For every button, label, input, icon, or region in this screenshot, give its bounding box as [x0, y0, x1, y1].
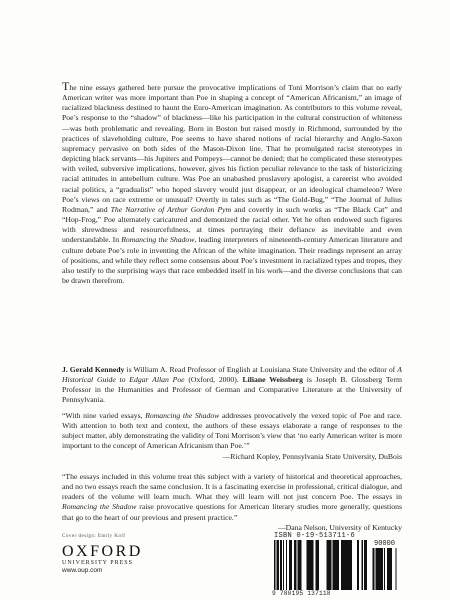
isbn-label: ISBN 0-19-513711-6 — [274, 532, 356, 540]
barcode-bar — [387, 548, 388, 590]
addon-barcode — [370, 548, 402, 590]
editor-name-1: J. Gerald Kennedy — [62, 365, 125, 374]
barcode-bar — [329, 540, 330, 590]
barcode-bar — [364, 540, 366, 590]
barcode-bar — [390, 548, 391, 590]
quote2-attribution: —Dana Nelson, University of Kentucky — [277, 522, 402, 532]
barcode-bar — [296, 540, 297, 590]
barcode-bar — [289, 540, 291, 590]
editor-name-2: Liliane Weissberg — [242, 375, 303, 385]
barcode-bar — [281, 540, 282, 590]
barcode-bar — [334, 540, 336, 590]
description-paragraph — [62, 79, 403, 286]
cover-design-credit: Cover design: Emily Kolf — [62, 533, 126, 539]
barcode-bar — [379, 548, 381, 590]
barcode-bar — [381, 548, 383, 590]
publisher-subtitle: UNIVERSITY PRESS — [62, 560, 133, 566]
barcode-bar — [343, 540, 344, 590]
barcode-bar — [318, 540, 320, 590]
barcode-area — [270, 532, 405, 598]
barcode-bar — [327, 540, 329, 590]
addon-number: 90000 — [374, 540, 396, 548]
barcode-bar — [299, 540, 300, 590]
barcode-bar — [309, 540, 311, 590]
ean-number: 9 780195 137118 — [272, 590, 331, 597]
review-quote-2 — [62, 472, 402, 533]
publisher-name: OXFORD — [62, 543, 143, 560]
barcode-bar — [384, 548, 385, 590]
barcode-bar — [307, 540, 308, 590]
barcode-bar — [294, 540, 296, 590]
barcode-bar — [298, 540, 299, 590]
barcode-bar — [274, 540, 276, 590]
quote2-book-title: Romancing the Shadow — [62, 502, 137, 512]
barcode-bar — [376, 548, 377, 590]
barcode-bar — [308, 540, 309, 590]
barcode-bar — [347, 540, 349, 590]
barcode-bar — [283, 540, 284, 590]
barcode-bar — [349, 540, 350, 590]
barcode-bar — [341, 540, 343, 590]
quote1-text-b: addresses provocatively the vexed topic of Poe and race. With attention to both text and context, the authors of these essays elaborate a range of responses to the subject matter, ably demonstrating the validity of Toni Morrison’s view that ‘no early American writer is more important to the concept of American Africanism than Poe.’” — [62, 411, 402, 451]
bio-text-2: (Oxford, 2000). — [184, 375, 243, 385]
barcode-bar — [346, 540, 347, 590]
bio-text-1: is William A. Read Professor of English at Louisiana State University and the editor of — [124, 365, 398, 374]
review-quote-1 — [62, 411, 402, 462]
bio-book-title: A Historical Guide to Edgar Allan Poe — [62, 365, 402, 385]
barcode-bar — [380, 548, 381, 590]
barcode-bar — [278, 540, 280, 590]
barcode-bar — [366, 540, 368, 590]
description-book-title: Romancing the Shadow — [121, 235, 195, 245]
publisher-logo — [62, 544, 143, 575]
barcode-bar — [336, 540, 337, 590]
barcode-bar — [333, 540, 334, 590]
description-text-1: he nine essays gathered here pursue the provocative implications of Toni Morrison’s claim that no early American writer was more important than Poe in shaping a concept of “American Africanism,” an image of racialized blackness destined to haunt the Euro-American imagination. As contributors to this volume reveal, Poe’s response to the “shadow” of blackness—like his participation in the cultural construction of whiteness—was both problematic and revealing. Born in Boston but raised mostly in Richmond, surrounded by the practices of slaveholding culture, Poe seems to have shared notions of racial hierarchy and Anglo-Saxon supremacy pervasive on both sides of the Mason-Dixon line. That he promulgated racist stereotypes in depicting black servants—his Jupiters and Pompeys—cannot be denied; that he complicated these stereotypes with veiled, subversive implications, however, gives his fiction peculiar relevance to the task of historicizing racial attitudes in antebellum culture. Was Poe an unabashed proslavery apologist, a careerist who avoided racial politics, a “gradualist” who hoped slavery would just disappear, or an ideological chameleon? Were Poe’s views on race extreme or unusual? Overtly in tales such as “The Gold-Bug,” “The Journal of Julius Rodman,” and — [62, 83, 402, 214]
description-text-3: , leading interpreters of nineteenth-century American literature and culture debate Poe’s role in inventing the African of the white imagination. Their readings represent an array of positions, and while they reflect some consensus about Poe’s investment in racialized types and tropes, they also testify to the surprising ways that race embedded itself in his work—and the diverse conclusions that can be drawn therefrom. — [62, 235, 402, 285]
barcode-bar — [344, 540, 346, 590]
quote1-text-a: “With nine varied essays, — [62, 411, 146, 420]
drop-cap: T — [62, 79, 70, 93]
barcode-bar — [312, 540, 314, 590]
barcode-bar — [286, 540, 287, 590]
quote2-text-b: raise provocative questions for American literary studies more generally, questions that go to the heart of our previous and present practice.” — [62, 502, 402, 522]
barcode-bar — [396, 548, 397, 590]
bio-text-3: is Joseph B. Glossberg Term Professor in the Humanities and Professor of German and Comparative Literature at the University of Pennsylvania. — [62, 375, 402, 405]
barcode-bar — [350, 540, 352, 590]
barcode-bar — [373, 548, 375, 590]
barcode-bar — [377, 548, 379, 590]
barcode-bar — [330, 540, 331, 590]
description-book-title-pym: The Narrative of Arthur Gordon Pym — [110, 204, 232, 214]
barcode-bar — [310, 540, 312, 590]
barcode-bar — [277, 540, 278, 590]
barcode-bar — [280, 540, 281, 590]
publisher-url: www.oup.com — [62, 567, 103, 574]
barcode-bar — [331, 540, 332, 590]
quote1-book-title: Romancing the Shadow — [145, 411, 220, 420]
editor-bio — [62, 365, 402, 406]
quote2-text-a: “The essays included in this volume treat this subject with a variety of historical and theoretical approaches, and no two essays reach the same conclusion. It is a fascinating exercise in professional, critical dialogue, and readers of the volume will learn much. What they will learn will not just concern Poe. The essays in — [62, 472, 402, 502]
barcode-bar — [337, 540, 338, 590]
barcode-bar — [362, 540, 364, 590]
barcode-bar — [316, 540, 318, 590]
barcode-bar — [300, 540, 302, 590]
quote1-attribution: —Richard Kopley, Pennsylvania State University, DuBois — [222, 451, 402, 461]
barcode-bar — [388, 548, 390, 590]
barcode-bar — [338, 540, 340, 590]
barcode-bar — [357, 540, 359, 590]
description-text-2: and covertly in such works as “The Black Cat” and “Hop-Frog,” Poe alternately caricatured and demonized the racial other. Yet he often endowed such figures with shrewdness and resourcefulness, at times portraying their defiance as inevitable and even understandable. In — [62, 204, 403, 245]
ean-barcode — [274, 540, 368, 590]
barcode-bar — [291, 540, 292, 590]
barcode-bar — [391, 548, 393, 590]
